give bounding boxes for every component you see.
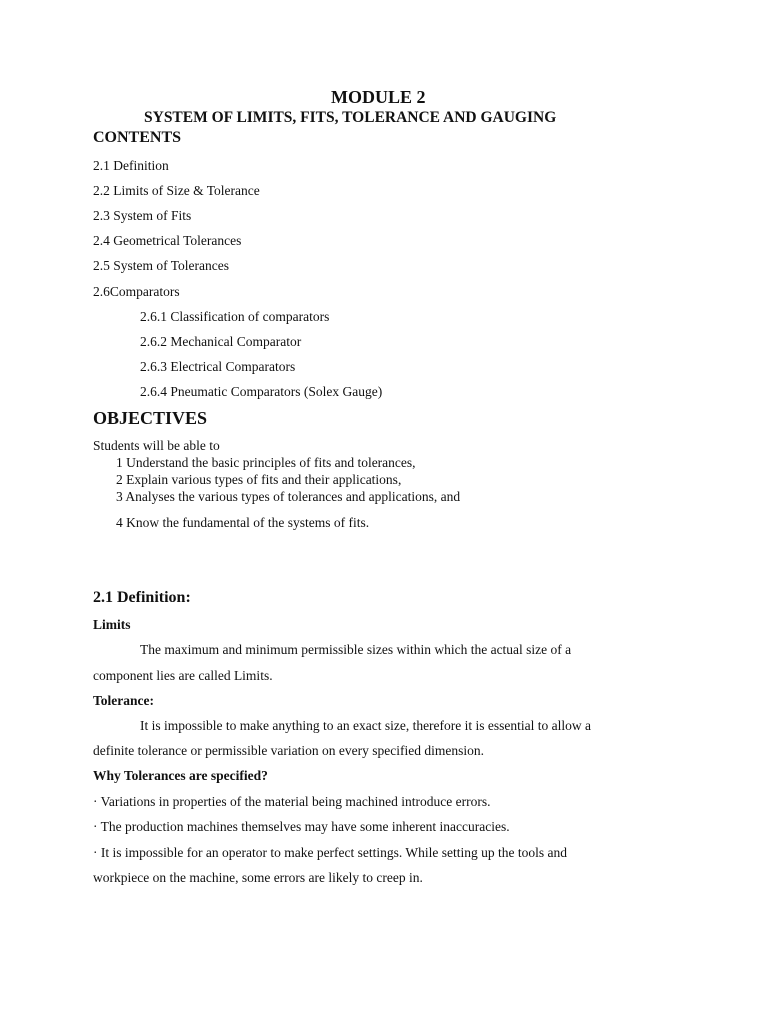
contents-item: 2.4 Geometrical Tolerances <box>93 233 242 248</box>
contents-subitem: 2.6.1 Classification of comparators <box>140 309 330 324</box>
objective-item: 3 Analyses the various types of tolerances and applications, and <box>116 489 461 504</box>
tolerance-text-line: definite tolerance or permissible variation on every specified dimension. <box>93 743 484 758</box>
tolerance-heading: Tolerance: <box>93 693 154 708</box>
limits-text-line: The maximum and minimum permissible sizes within which the actual size of a <box>140 642 572 657</box>
why-tolerances-heading: Why Tolerances are specified? <box>93 768 268 783</box>
objectives-intro: Students will be able to <box>93 438 220 453</box>
contents-subitem: 2.6.4 Pneumatic Comparators (Solex Gauge) <box>140 384 383 399</box>
contents-heading: CONTENTS <box>93 129 182 146</box>
contents-item: 2.1 Definition <box>93 158 169 173</box>
bullet-continuation: workpiece on the machine, some errors are likely to creep in. <box>93 870 423 885</box>
limits-heading: Limits <box>93 617 131 632</box>
contents-subitem: 2.6.3 Electrical Comparators <box>140 359 296 374</box>
objective-item: 4 Know the fundamental of the systems of fits. <box>116 515 370 530</box>
bullet-item: · Variations in properties of the material being machined introduce errors. <box>93 794 491 809</box>
contents-item: 2.3 System of Fits <box>93 208 192 223</box>
module-subtitle: SYSTEM OF LIMITS, FITS, TOLERANCE AND GAUGING <box>144 109 557 126</box>
limits-text-line: component lies are called Limits. <box>93 668 273 683</box>
contents-item: 2.6Comparators <box>93 284 180 299</box>
bullet-item: · It is impossible for an operator to make perfect settings. While setting up the tools and <box>93 845 568 860</box>
contents-item: 2.5 System of Tolerances <box>93 258 230 273</box>
objective-item: 2 Explain various types of fits and their applications, <box>116 472 402 487</box>
bullet-item: · The production machines themselves may have some inherent inaccuracies. <box>93 819 510 834</box>
tolerance-text-line: It is impossible to make anything to an exact size, therefore it is essential to allow a <box>140 718 592 733</box>
contents-subitem: 2.6.2 Mechanical Comparator <box>140 334 302 349</box>
section-heading-definition: 2.1 Definition: <box>93 589 191 606</box>
objectives-heading: OBJECTIVES <box>93 408 208 428</box>
contents-item: 2.2 Limits of Size & Tolerance <box>93 183 260 198</box>
objective-item: 1 Understand the basic principles of fits and tolerances, <box>116 455 416 470</box>
module-title: MODULE 2 <box>331 87 426 107</box>
